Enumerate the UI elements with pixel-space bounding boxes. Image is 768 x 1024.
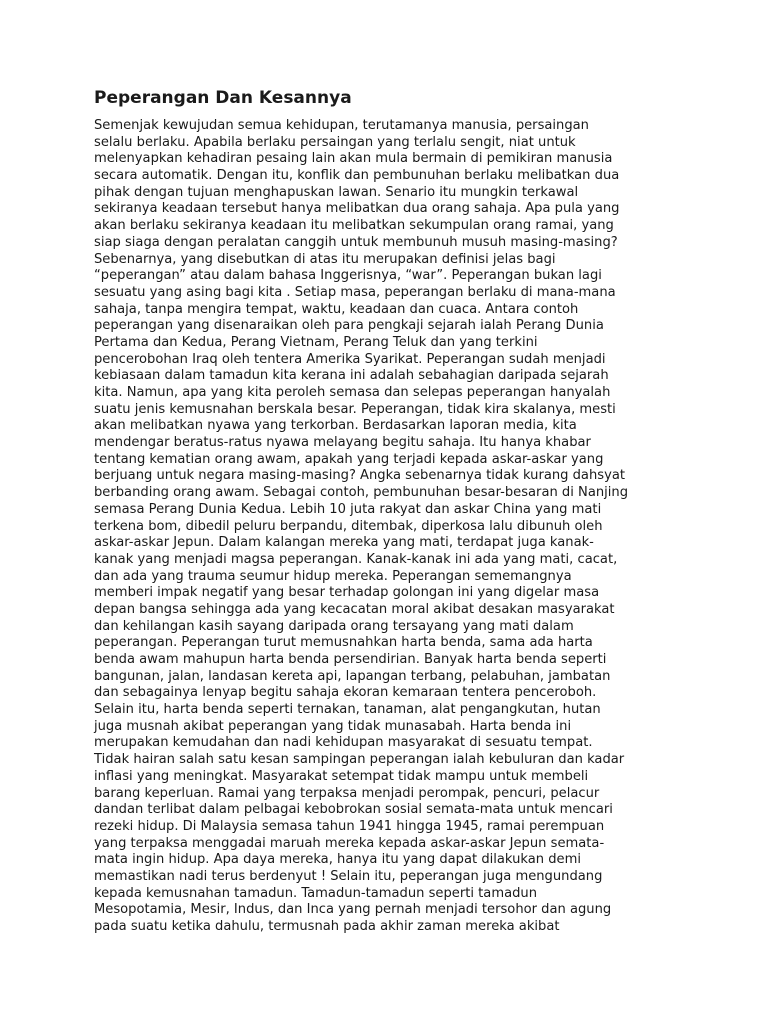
body-text-line: terkena bom, dibedil peluru berpandu, ditembak, diperkosa lalu dibunuh oleh: [94, 518, 603, 534]
body-text-line: sesuatu yang asing bagi kita . Setiap masa, peperangan berlaku di mana-mana: [94, 284, 616, 300]
body-text-line: berjuang untuk negara masing-masing? Angka sebenarnya tidak kurang dahsyat: [94, 468, 625, 484]
body-text-line: selalu berlaku. Apabila berlaku persaingan yang terlalu sengit, niat untuk: [94, 134, 576, 150]
body-text-line: semasa Perang Dunia Kedua. Lebih 10 juta rakyat dan askar China yang mati: [94, 501, 602, 517]
body-text-line: bangunan, jalan, landasan kereta api, lapangan terbang, pelabuhan, jambatan: [94, 668, 611, 684]
body-text-line: pada suatu ketika dahulu, termusnah pada akhir zaman mereka akibat: [94, 919, 560, 934]
body-text-line: suatu jenis kemusnahan berskala besar. Peperangan, tidak kira skalanya, mesti: [94, 401, 616, 417]
body-text-line: inflasi yang meningkat. Masyarakat setempat tidak mampu untuk membeli: [94, 768, 589, 784]
body-text-line: mata ingin hidup. Apa daya mereka, hanya itu yang dapat dilakukan demi: [94, 852, 581, 868]
body-text-line: Selain itu, harta benda seperti ternakan, tanaman, alat pengangkutan, hutan: [94, 702, 601, 718]
body-text-line: akan berlaku sekiranya keadaan itu melibatkan sekumpulan orang ramai, yang: [94, 218, 614, 234]
body-text-line: dandan terlibat dalam pelbagai kebobrokan sosial semata-mata untuk mencari: [94, 802, 613, 818]
body-text-line: tentang kematian orang awam, apakah yang terjadi kepada askar-askar yang: [94, 451, 604, 467]
body-text-line: sahaja, tanpa mengira tempat, waktu, keadaan dan cuaca. Antara contoh: [94, 301, 579, 317]
body-text-line: Tidak hairan salah satu kesan sampingan peperangan ialah kebuluran dan kadar: [94, 752, 625, 768]
body-text-line: memastikan nadi terus berdenyut ! Selain itu, peperangan juga mengundang: [94, 868, 603, 884]
body-text-line: askar-askar Jepun. Dalam kalangan mereka yang mati, terdapat juga kanak-: [94, 535, 594, 551]
body-text-line: depan bangsa sehingga ada yang kecacatan moral akibat desakan masyarakat: [94, 601, 615, 617]
body-text-line: pencerobohan Iraq oleh tentera Amerika Syarikat. Peperangan sudah menjadi: [94, 351, 606, 367]
body-text-line: dan ada yang trauma seumur hidup mereka. Peperangan sememangnya: [94, 568, 572, 584]
body-text-line: akan melibatkan nyawa yang terkorban. Berdasarkan laporan media, kita: [94, 418, 577, 434]
body-text-line: dan sebagainya lenyap begitu sahaja ekoran kemaraan tentera penceroboh.: [94, 685, 597, 701]
body-text-line: Mesopotamia, Mesir, Indus, dan Inca yang pernah menjadi tersohor dan agung: [94, 902, 612, 918]
body-text-line: juga musnah akibat peperangan yang tidak munasabah. Harta benda ini: [94, 718, 572, 734]
body-text-line: kepada kemusnahan tamadun. Tamadun-tamadun seperti tamadun: [94, 885, 538, 901]
body-text-line: kanak yang menjadi magsa peperangan. Kanak-kanak ini ada yang mati, cacat,: [94, 551, 618, 567]
body-text-line: sekiranya keadaan tersebut hanya melibatkan dua orang sahaja. Apa pula yang: [94, 201, 620, 217]
body-text-line: kita. Namun, apa yang kita peroleh semasa dan selepas peperangan hanyalah: [94, 385, 611, 400]
body-text-line: dan kehilangan kasih sayang daripada orang tersayang yang mati dalam: [94, 618, 574, 634]
body-text-line: peperangan yang disenaraikan oleh para pengkaji sejarah ialah Perang Dunia: [94, 318, 604, 334]
body-text-line: mendengar beratus-ratus nyawa melayang begitu sahaja. Itu hanya khabar: [94, 435, 591, 451]
body-text-line: barang keperluan. Ramai yang terpaksa menjadi perompak, pencuri, pelacur: [94, 785, 600, 801]
document-title: Peperangan Dan Kesannya: [94, 88, 352, 108]
body-text-line: peperangan. Peperangan turut memusnahkan harta benda, sama ada harta: [94, 635, 593, 651]
document-body: [94, 118, 694, 936]
body-text-line: benda awam mahupun harta benda persendirian. Banyak harta benda seperti: [94, 652, 607, 667]
body-text-line: secara automatik. Dengan itu, konflik dan pembunuhan berlaku melibatkan dua: [94, 168, 620, 184]
body-text-line: berbanding orang awam. Sebagai contoh, pembunuhan besar-besaran di Nanjing: [94, 485, 629, 501]
body-text-line: memberi impak negatif yang besar terhadap golongan ini yang digelar masa: [94, 585, 600, 601]
body-text-line: “peperangan” atau dalam bahasa Inggerisnya, “war”. Peperangan bukan lagi: [94, 268, 602, 284]
body-text-line: rezeki hidup. Di Malaysia semasa tahun 1941 hingga 1945, ramai perempuan: [94, 818, 605, 834]
body-text-line: siap siaga dengan peralatan canggih untuk membunuh musuh masing-masing?: [94, 234, 618, 250]
body-text-line: kebiasaan dalam tamadun kita kerana ini adalah sebahagian daripada sejarah: [94, 368, 609, 384]
body-text-line: merupakan kemudahan dan nadi kehidupan masyarakat di sesuatu tempat.: [94, 735, 593, 751]
body-text-line: Semenjak kewujudan semua kehidupan, terutamanya manusia, persaingan: [94, 118, 589, 133]
body-text-line: melenyapkan kehadiran pesaing lain akan mula bermain di pemikiran manusia: [94, 151, 613, 167]
body-text-line: pihak dengan tujuan menghapuskan lawan. Senario itu mungkin terkawal: [94, 184, 579, 200]
body-text-line: yang terpaksa menggadai maruah mereka kepada askar-askar Jepun semata-: [94, 835, 605, 851]
body-text-line: Pertama dan Kedua, Perang Vietnam, Perang Teluk dan yang terkini: [94, 334, 538, 350]
body-text-line: Sebenarnya, yang disebutkan di atas itu merupakan definisi jelas bagi: [94, 251, 556, 267]
